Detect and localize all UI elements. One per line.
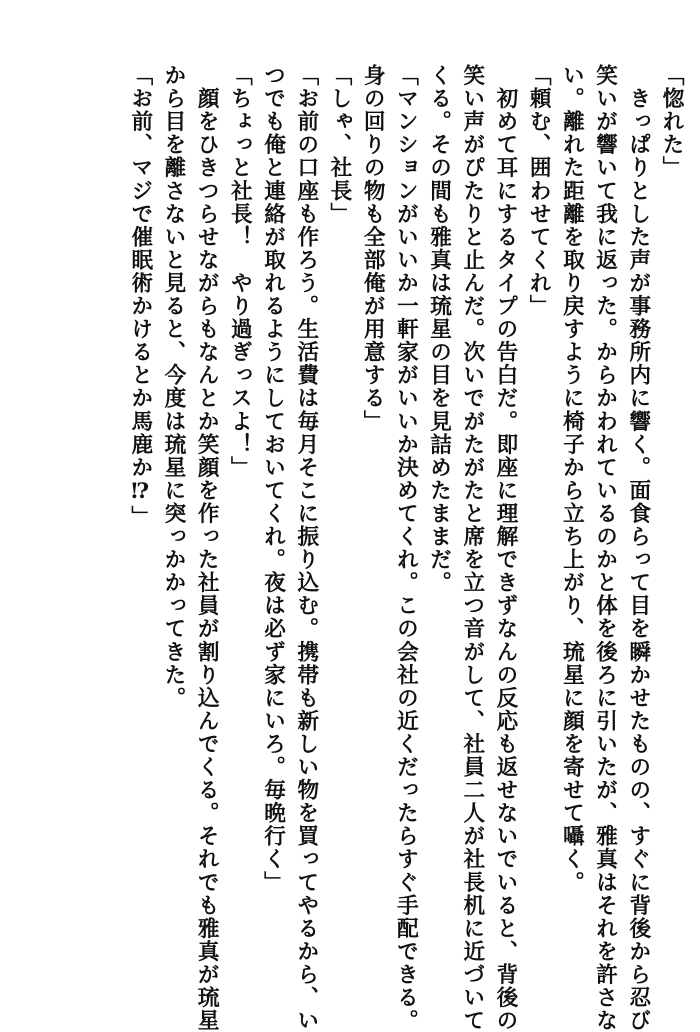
text-line: 「お前の口座も作ろう。生活費は毎月そこに振り込む。携帯も新しい物を買ってやるから、い [293, 64, 319, 1032]
text-line: 「しゃ、社長」 [326, 64, 352, 226]
text-line: きっぱりとした声が事務所内に響く。面食らって目を瞬かせたものの、すぐに背後から忍び [625, 64, 651, 1032]
text-line: 「お前、マジで催眠術かけるとか馬鹿か⁉」 [127, 64, 153, 529]
text-line: 身の回りの物も全部俺が用意する」 [360, 64, 386, 433]
text-line: 「ちょっと社長！ やり過ぎっスよ！」 [227, 64, 253, 479]
text-line: つでも俺と連絡が取れるようにしておいてくれ。夜は必ず家にいろ。毎晩行く」 [260, 64, 286, 894]
text-line: い。離れた距離を取り戻すように椅子から立ち上がり、琉星に顔を寄せて囁く。 [559, 64, 585, 894]
text-line: 「惚れた」 [659, 64, 684, 180]
text-line: 初めて耳にするタイプの告白だ。即座に理解できずなんの反応も返せないでいると、背後の [492, 64, 518, 1032]
text-line: 笑いが響いて我に返った。からかわれているのかと体を後ろに引いたが、雅真はそれを許さな [592, 64, 618, 1032]
vertical-text-body [124, 64, 688, 1032]
text-line: くる。その間も雅真は琉星の目を見詰めたままだ。 [426, 64, 452, 595]
text-line: 顔をひきつらせながらもなんとか笑顔を作った社員が割り込んでくる。それでも雅真が琉星 [194, 64, 220, 1032]
text-line: 「頼む、囲わせてくれ」 [526, 64, 552, 318]
text-line: から目を離さないと見ると、今度は琉星に突っかかってきた。 [160, 64, 186, 710]
text-line: 「マンションがいいか一軒家がいいか決めてくれ。この会社の近くだったらすぐ手配できる。 [393, 64, 419, 1032]
text-line: 笑い声がぴたりと止んだ。次いでがたがたと席を立つ音がして、社員二人が社長机に近づいて [459, 64, 485, 1032]
